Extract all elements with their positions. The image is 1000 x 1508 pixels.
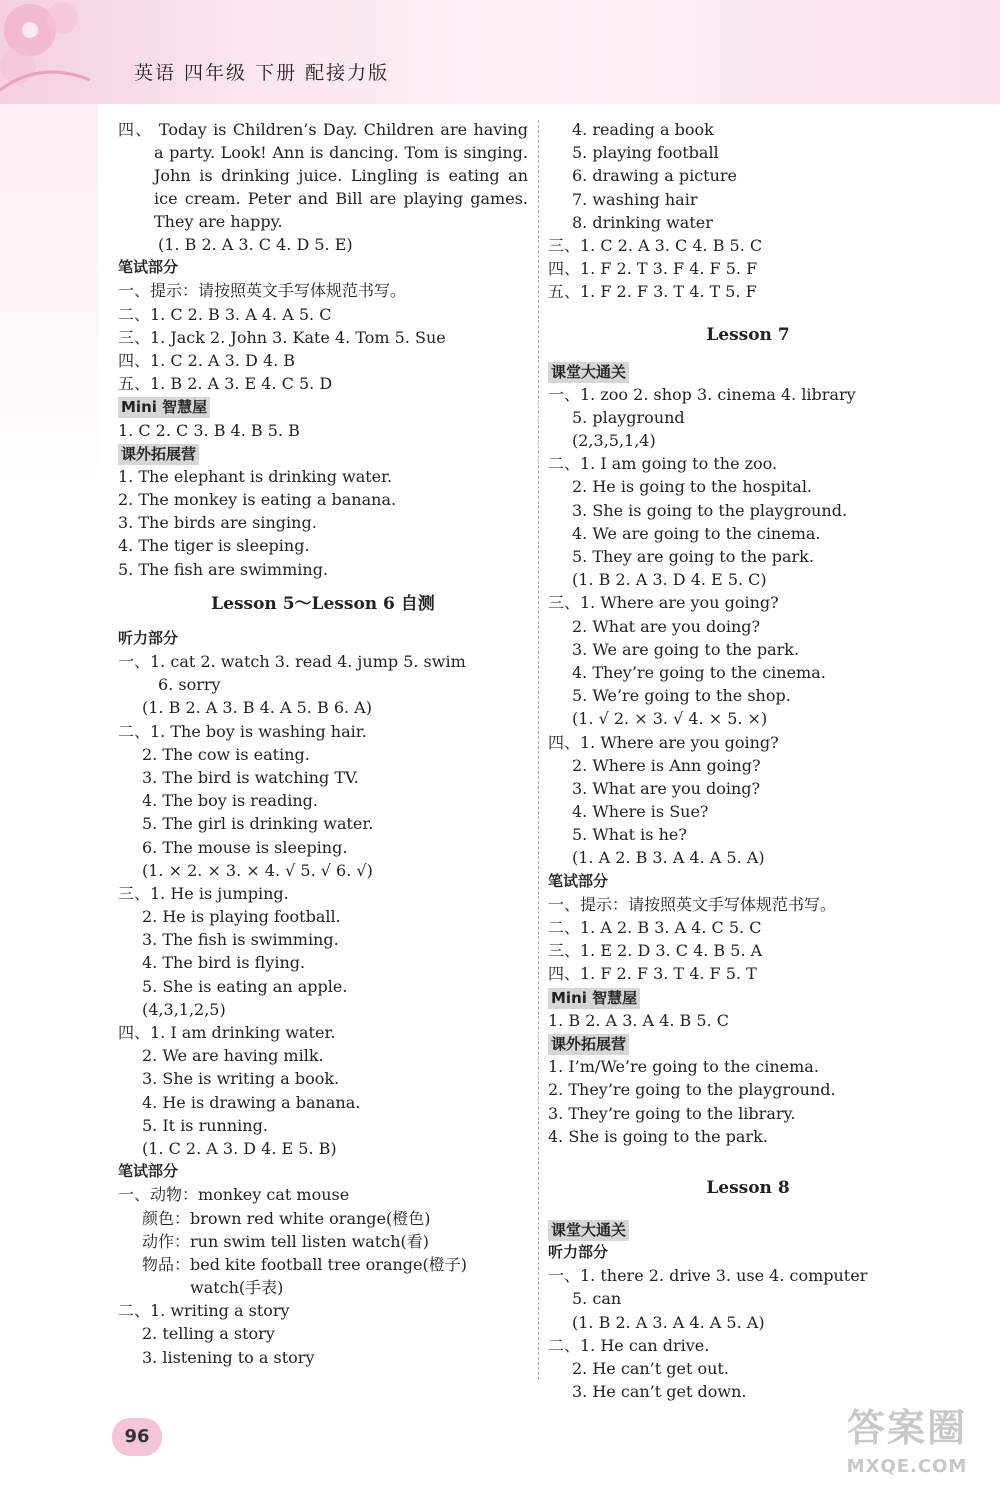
list-item: 4. We are going to the cinema. [572, 523, 821, 543]
lesson-7-heading: Lesson 7 [706, 324, 790, 345]
list-item: 6. The mouse is sleeping. [142, 837, 348, 857]
answer-line: 三、1. Jack 2. John 3. Kate 4. Tom 5. Sue [118, 327, 446, 347]
list-item: 5. playing football [572, 143, 719, 163]
list-item: 3. The bird is watching TV. [142, 767, 359, 787]
watermark-logo [832, 1400, 982, 1500]
answer-line: 五、1. F 2. F 3. T 4. T 5. F [548, 282, 757, 302]
list-item: 3. We are going to the park. [572, 639, 800, 659]
answer-line: (1. B 2. A 3. D 4. E 5. C) [572, 570, 767, 590]
list-item: 2. We are having milk. [142, 1046, 324, 1066]
answer-line: 1. C 2. C 3. B 4. B 5. B [118, 420, 300, 440]
list-item: 二、1. He can drive. [548, 1335, 710, 1355]
answer-line: (1. C 2. A 3. D 4. E 5. B) [142, 1138, 337, 1158]
list-item: 3. She is going to the playground. [572, 500, 848, 520]
lesson-8-heading: Lesson 8 [706, 1177, 790, 1198]
list-item: 5. The fish are swimming. [118, 559, 329, 579]
list-item: 3. She is writing a book. [142, 1069, 340, 1089]
left-decor-stripe [0, 104, 98, 1508]
list-item: 8. drinking water [572, 212, 713, 232]
answer-line: 一、1. cat 2. watch 3. read 4. jump 5. swim [118, 652, 466, 671]
mini-label: Mini 智慧屋 [118, 397, 210, 418]
right-column [548, 118, 948, 1403]
list-item: 2. They’re going to the playground. [548, 1080, 836, 1100]
list-item: 2. Where is Ann going? [572, 755, 761, 775]
list-item: 5. What is he? [572, 825, 687, 845]
list-item: 3. The birds are singing. [118, 513, 317, 533]
list-item: 4. The boy is reading. [142, 791, 318, 811]
list-item: 5. We’re going to the shop. [572, 686, 791, 706]
written-label: 笔试部分 [118, 1162, 179, 1181]
list-item: 2. He is playing football. [142, 907, 341, 927]
list-item: 3. What are you doing? [572, 778, 761, 798]
class-label: 课堂大通关 [548, 1220, 629, 1241]
listening-label: 听力部分 [548, 1243, 609, 1262]
category-line: 一、动物：monkey cat mouse [118, 1185, 350, 1205]
list-item: 4. He is drawing a banana. [142, 1092, 361, 1112]
list-item: 2. The monkey is eating a banana. [118, 490, 397, 510]
answer-line: 一、1. zoo 2. shop 3. cinema 4. library [548, 384, 856, 404]
list-item: 4. The bird is flying. [142, 953, 306, 973]
header-title: 英语 四年级 下册 配接力版 [134, 62, 390, 84]
answer-line: 二、1. A 2. B 3. A 4. C 5. C [548, 918, 762, 937]
category-line: watch(手表) [190, 1278, 284, 1298]
list-item: 5. It is running. [142, 1115, 268, 1135]
list-item: 5. She is eating an apple. [142, 976, 348, 996]
category-line: 颜色：brown red white orange(橙色) [142, 1208, 431, 1228]
list-item: 3. They’re going to the library. [548, 1103, 796, 1123]
list-item: 二、1. writing a story [118, 1301, 290, 1321]
written-label: 笔试部分 [118, 258, 179, 277]
list-item: 二、1. The boy is washing hair. [118, 721, 367, 741]
list-item: 2. He can’t get out. [572, 1359, 729, 1378]
answer-line: 5. playground [572, 407, 685, 427]
list-item: 3. listening to a story [142, 1347, 315, 1367]
answer-line: (1. √ 2. × 3. √ 4. × 5. ×) [572, 709, 768, 729]
list-item: 2. The cow is eating. [142, 744, 310, 764]
list-item: 2. What are you doing? [572, 616, 761, 636]
answer-line: 三、1. C 2. A 3. C 4. B 5. C [548, 235, 763, 255]
list-item: 三、1. Where are you going? [548, 593, 779, 613]
answer-line: (2,3,5,1,4) [572, 431, 656, 451]
answer-line: 1. B 2. A 3. A 4. B 5. C [548, 1010, 729, 1030]
watermark-text: 答案圈 [846, 1406, 967, 1450]
list-item: 4. Where is Sue? [572, 802, 709, 822]
list-item: 二、1. I am going to the zoo. [548, 454, 778, 474]
list-item: 四、1. I am drinking water. [118, 1023, 336, 1042]
answer-line: (1. A 2. B 3. A 4. A 5. A) [572, 848, 765, 868]
si-answers: (1. B 2. A 3. C 4. D 5. E) [158, 235, 353, 254]
passage-si: 四、 Today is Children’s Day. Children are having a party. Look! Ann is dancing. Tom is singing. John is drinking juice. Lingling is eating an ice cream. Peter and Bill are playing games. They are happy. [118, 120, 528, 231]
list-item: 2. He is going to the hospital. [572, 477, 813, 497]
list-item: 5. They are going to the park. [572, 547, 814, 566]
list-item: 4. They’re going to the cinema. [572, 662, 826, 682]
answer-line: 一、1. there 2. drive 3. use 4. computer [548, 1266, 868, 1286]
list-item: 5. The girl is drinking water. [142, 814, 374, 834]
answer-line: 一、提示：请按照英文手写体规范书写。 [118, 281, 407, 301]
mini-label: Mini 智慧屋 [548, 988, 640, 1009]
page-number: 96 [112, 1418, 162, 1456]
answer-line: 一、提示：请按照英文手写体规范书写。 [548, 894, 837, 914]
list-item: 四、1. Where are you going? [548, 732, 779, 752]
answer-line: (1. B 2. A 3. A 4. A 5. A) [572, 1312, 765, 1332]
extension-label: 课外拓展营 [548, 1034, 629, 1055]
written-label: 笔试部分 [548, 871, 609, 890]
watermark-site: MXQE.COM [846, 1456, 968, 1477]
list-item: 3. He can’t get down. [572, 1382, 747, 1402]
list-item: 三、1. He is jumping. [118, 883, 289, 903]
list-item: 4. reading a book [572, 120, 714, 139]
list-item: 6. drawing a picture [572, 166, 738, 186]
answer-line: (1. × 2. × 3. × 4. √ 5. √ 6. √) [142, 860, 373, 880]
answer-line: 五、1. B 2. A 3. E 4. C 5. D [118, 374, 333, 394]
answer-line: (1. B 2. A 3. B 4. A 5. B 6. A) [142, 698, 372, 718]
list-item: 4. She is going to the park. [548, 1126, 768, 1146]
answer-line: 四、1. F 2. T 3. F 4. F 5. F [548, 259, 758, 279]
answer-line: 二、1. C 2. B 3. A 4. A 5. C [118, 304, 332, 324]
answer-line: 四、1. C 2. A 3. D 4. B [118, 350, 296, 370]
answer-line: 四、1. F 2. F 3. T 4. F 5. T [548, 964, 757, 984]
header-banner [0, 0, 1000, 104]
list-item: 2. telling a story [142, 1324, 275, 1344]
flower-decoration-icon [0, 0, 120, 104]
answer-line: (4,3,1,2,5) [142, 999, 226, 1019]
answer-line: 6. sorry [158, 675, 221, 695]
extension-label: 课外拓展营 [118, 444, 199, 465]
left-column [118, 118, 528, 1369]
list-item: 4. The tiger is sleeping. [118, 536, 310, 556]
list-item: 3. The fish is swimming. [142, 930, 339, 950]
answer-line: 三、1. E 2. D 3. C 4. B 5. A [548, 941, 763, 961]
listening-label: 听力部分 [118, 628, 179, 647]
category-line: 物品：bed kite football tree orange(橙子) [142, 1254, 467, 1274]
list-item: 1. The elephant is drinking water. [118, 466, 393, 486]
lesson-5-6-heading: Lesson 5～Lesson 6 自测 [211, 593, 435, 614]
class-label: 课堂大通关 [548, 362, 629, 383]
list-item: 1. I’m/We’re going to the cinema. [548, 1057, 819, 1077]
answer-line: 5. can [572, 1289, 622, 1309]
list-item: 7. washing hair [572, 189, 698, 209]
column-divider [538, 120, 539, 1380]
category-line: 动作：run swim tell listen watch(看) [142, 1231, 429, 1251]
